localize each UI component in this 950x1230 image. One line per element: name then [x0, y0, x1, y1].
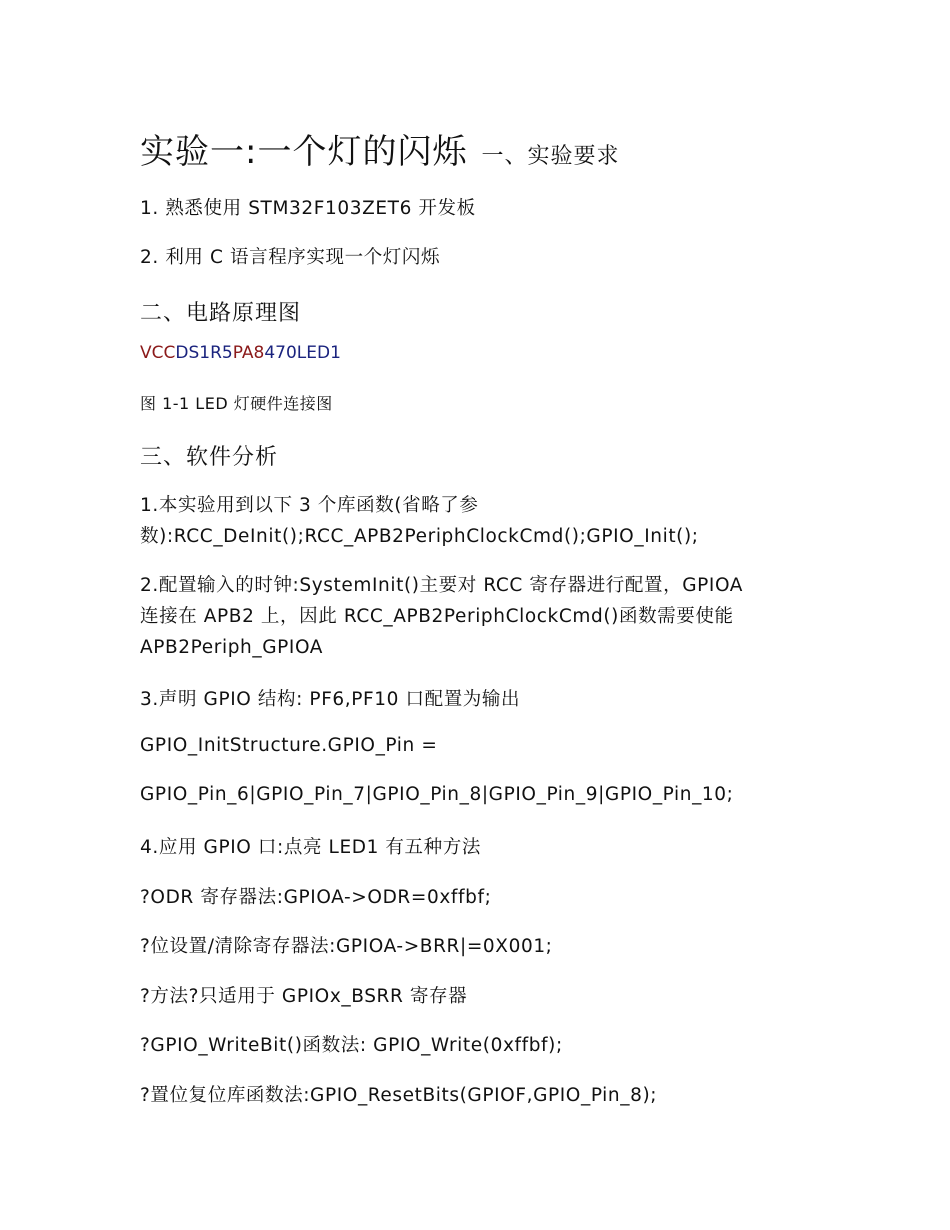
- figure-caption: 图 1-1 LED 灯硬件连接图: [140, 394, 333, 413]
- method-3: ?方法?只适用于 GPIOx_BSRR 寄存器: [140, 986, 468, 1007]
- circuit-label-vcc: VCC: [140, 343, 176, 363]
- analysis-item-2-line-2: 连接在 APB2 上，因此 RCC_APB2PeriphClockCmd()函数需要使能: [140, 606, 734, 627]
- method-2: ?位设置/清除寄存器法:GPIOA->BRR|=0X001;: [140, 936, 553, 957]
- circuit-label-r5: R5: [210, 343, 233, 363]
- code-line-2: GPIO_Pin_6|GPIO_Pin_7|GPIO_Pin_8|GPIO_Pin_9|GPIO_Pin_10;: [140, 784, 734, 805]
- code-line-1: GPIO_InitStructure.GPIO_Pin =: [140, 735, 438, 756]
- analysis-item-2: [140, 570, 820, 663]
- document-title: 实验一:一个灯的闪烁: [140, 132, 468, 172]
- section2-heading: 二、电路原理图: [140, 301, 302, 326]
- requirement-2: 2. 利用 C 语言程序实现一个灯闪烁: [140, 247, 441, 268]
- analysis-item-2-line-1: 2.配置输入的时钟:SystemInit()主要对 RCC 寄存器进行配置，GPIOA: [140, 575, 744, 596]
- section1-heading: 一、实验要求: [481, 144, 620, 169]
- analysis-item-2-line-3: APB2Periph_GPIOA: [140, 637, 324, 658]
- analysis-item-1-line-2: 数):RCC_DeInit();RCC_APB2PeriphClockCmd();GPIO_Init();: [140, 526, 699, 547]
- method-1: ?ODR 寄存器法:GPIOA->ODR=0xffbf;: [140, 887, 492, 908]
- method-4: ?GPIO_WriteBit()函数法: GPIO_Write(0xffbf);: [140, 1035, 563, 1056]
- analysis-item-1-line-1: 1.本实验用到以下 3 个库函数(省略了参: [140, 495, 479, 516]
- title-row: [140, 124, 619, 173]
- analysis-item-4: 4.应用 GPIO 口:点亮 LED1 有五种方法: [140, 837, 481, 858]
- section3-heading: 三、软件分析: [140, 445, 279, 470]
- analysis-item-3: 3.声明 GPIO 结构: PF6,PF10 口配置为输出: [140, 689, 521, 710]
- circuit-labels: [140, 343, 341, 363]
- circuit-label-470: 470: [264, 343, 297, 363]
- requirement-1: 1. 熟悉使用 STM32F103ZET6 开发板: [140, 198, 476, 219]
- circuit-label-pa8: PA8: [232, 343, 265, 363]
- circuit-label-led1: LED1: [296, 343, 341, 363]
- circuit-label-ds1: DS1: [175, 343, 211, 363]
- method-5: ?置位复位库函数法:GPIO_ResetBits(GPIOF,GPIO_Pin_8);: [140, 1085, 658, 1106]
- analysis-item-1: [140, 490, 820, 552]
